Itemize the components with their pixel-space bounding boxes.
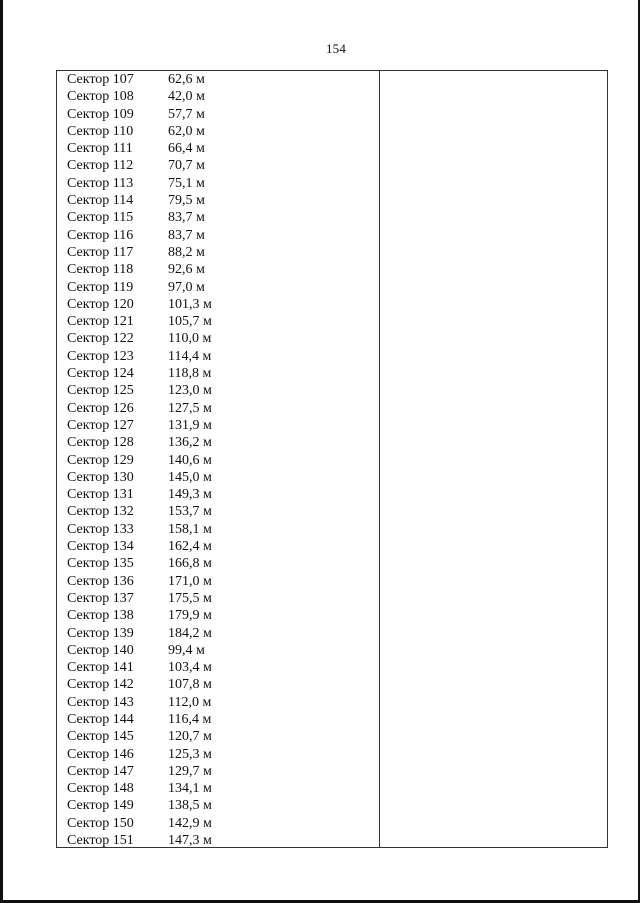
sector-length: 114,4 м	[168, 348, 212, 364]
table-row	[57, 157, 379, 174]
sector-name: Сектор 113	[67, 175, 134, 191]
sector-name: Сектор 124	[67, 366, 134, 382]
sector-name: Сектор 117	[67, 244, 134, 260]
table-row	[57, 797, 379, 814]
table-row	[57, 746, 379, 763]
sector-name: Сектор 142	[67, 677, 134, 693]
table-row	[57, 88, 379, 105]
sector-name: Сектор 119	[67, 279, 134, 295]
table-row	[57, 330, 379, 347]
sector-length: 62,0 м	[168, 123, 205, 139]
sector-length: 66,4 м	[168, 141, 205, 157]
sector-name: Сектор 130	[67, 469, 134, 485]
sector-length: 62,6 м	[168, 72, 205, 87]
sector-name: Сектор 137	[67, 590, 134, 606]
sector-name: Сектор 150	[67, 815, 134, 831]
sector-length: 134,1 м	[168, 781, 212, 797]
sector-length: 136,2 м	[168, 435, 212, 451]
table-row	[57, 244, 379, 261]
table-row	[57, 296, 379, 313]
sector-name: Сектор 131	[67, 487, 134, 503]
sector-length: 142,9 м	[168, 815, 212, 831]
table-row	[57, 676, 379, 693]
table-row	[57, 590, 379, 607]
sector-length: 145,0 м	[168, 469, 212, 485]
sector-length: 147,3 м	[168, 833, 212, 849]
sector-length: 140,6 м	[168, 452, 212, 468]
table-row	[57, 607, 379, 624]
table-row	[57, 209, 379, 226]
table-row	[57, 279, 379, 296]
table-row	[57, 469, 379, 486]
sector-name: Сектор 134	[67, 539, 134, 555]
sector-length: 103,4 м	[168, 660, 212, 676]
sector-name: Сектор 146	[67, 746, 134, 762]
sector-name: Сектор 123	[67, 348, 134, 364]
table-row	[57, 400, 379, 417]
sector-length: 138,5 м	[168, 798, 212, 814]
sector-name: Сектор 109	[67, 106, 134, 122]
table-row	[57, 659, 379, 676]
sector-length: 118,8 м	[168, 366, 212, 382]
table-row	[57, 434, 379, 451]
sector-length: 70,7 м	[168, 158, 205, 174]
sector-name: Сектор 141	[67, 660, 134, 676]
sector-name: Сектор 126	[67, 400, 134, 416]
sector-name: Сектор 122	[67, 331, 134, 347]
table-row	[57, 227, 379, 244]
sector-name: Сектор 112	[67, 158, 134, 174]
table-row	[57, 625, 379, 642]
sector-name: Сектор 140	[67, 642, 134, 658]
table-row	[57, 538, 379, 555]
table-row	[57, 780, 379, 797]
sector-length: 75,1 м	[168, 175, 205, 191]
table-row	[57, 417, 379, 434]
sector-length: 110,0 м	[168, 331, 212, 347]
sector-name: Сектор 127	[67, 417, 134, 433]
table-row	[57, 711, 379, 728]
table-row	[57, 694, 379, 711]
sector-name: Сектор 125	[67, 383, 134, 399]
sector-length: 127,5 м	[168, 400, 212, 416]
sector-length: 92,6 м	[168, 262, 205, 278]
table-row	[57, 365, 379, 382]
sector-name: Сектор 107	[67, 72, 134, 87]
sector-length: 179,9 м	[168, 608, 212, 624]
table-row	[57, 728, 379, 745]
sector-name: Сектор 151	[67, 833, 134, 849]
table-row	[57, 486, 379, 503]
page-number: 154	[325, 41, 347, 56]
sector-name: Сектор 121	[67, 314, 134, 330]
sector-length: 166,8 м	[168, 556, 212, 572]
sector-name: Сектор 135	[67, 556, 134, 572]
sector-length: 105,7 м	[168, 314, 212, 330]
sector-name: Сектор 139	[67, 625, 134, 641]
table-row	[57, 642, 379, 659]
scan-border-left	[0, 0, 3, 903]
sector-name: Сектор 128	[67, 435, 134, 451]
sector-length: 175,5 м	[168, 590, 212, 606]
sector-length: 153,7 м	[168, 504, 212, 520]
sector-length: 129,7 м	[168, 763, 212, 779]
sector-name: Сектор 147	[67, 763, 134, 779]
sector-list	[57, 71, 379, 849]
sector-length: 149,3 м	[168, 487, 212, 503]
table-row	[57, 503, 379, 520]
sector-length: 88,2 м	[168, 244, 205, 260]
table-row	[57, 175, 379, 192]
table-row	[57, 313, 379, 330]
sector-name: Сектор 132	[67, 504, 134, 520]
table-row	[57, 71, 379, 88]
sector-length: 131,9 м	[168, 417, 212, 433]
column-divider	[379, 71, 380, 847]
table-row	[57, 106, 379, 123]
sector-name: Сектор 110	[67, 123, 134, 139]
table-row	[57, 555, 379, 572]
sector-name: Сектор 129	[67, 452, 134, 468]
sector-name: Сектор 120	[67, 296, 134, 312]
table-row	[57, 123, 379, 140]
sector-name: Сектор 114	[67, 193, 134, 209]
table-row	[57, 832, 379, 849]
sector-name: Сектор 115	[67, 210, 134, 226]
table-row	[57, 452, 379, 469]
sector-name: Сектор 136	[67, 573, 134, 589]
sector-length: 42,0 м	[168, 89, 205, 105]
sector-name: Сектор 118	[67, 262, 134, 278]
sector-name: Сектор 144	[67, 711, 134, 727]
sector-length: 99,4 м	[168, 642, 205, 658]
sector-table	[56, 70, 608, 848]
table-row	[57, 382, 379, 399]
sector-length: 125,3 м	[168, 746, 212, 762]
sector-name: Сектор 133	[67, 521, 134, 537]
sector-length: 83,7 м	[168, 210, 205, 226]
sector-length: 57,7 м	[168, 106, 205, 122]
sector-name: Сектор 111	[67, 141, 133, 157]
table-row	[57, 763, 379, 780]
sector-length: 97,0 м	[168, 279, 205, 295]
sector-length: 107,8 м	[168, 677, 212, 693]
sector-name: Сектор 143	[67, 694, 134, 710]
table-row	[57, 573, 379, 590]
sector-length: 158,1 м	[168, 521, 212, 537]
sector-name: Сектор 108	[67, 89, 134, 105]
sector-length: 162,4 м	[168, 539, 212, 555]
sector-length: 120,7 м	[168, 729, 212, 745]
sector-name: Сектор 138	[67, 608, 134, 624]
sector-length: 123,0 м	[168, 383, 212, 399]
table-row	[57, 192, 379, 209]
sector-name: Сектор 116	[67, 227, 134, 243]
sector-length: 101,3 м	[168, 296, 212, 312]
sector-length: 184,2 м	[168, 625, 212, 641]
sector-length: 171,0 м	[168, 573, 212, 589]
sector-length: 83,7 м	[168, 227, 205, 243]
sector-name: Сектор 149	[67, 798, 134, 814]
table-row	[57, 815, 379, 832]
table-row	[57, 348, 379, 365]
sector-name: Сектор 145	[67, 729, 134, 745]
table-row	[57, 261, 379, 278]
sector-length: 112,0 м	[168, 694, 212, 710]
table-row	[57, 521, 379, 538]
table-row	[57, 140, 379, 157]
sector-length: 79,5 м	[168, 193, 205, 209]
sector-length: 116,4 м	[168, 711, 212, 727]
sector-name: Сектор 148	[67, 781, 134, 797]
